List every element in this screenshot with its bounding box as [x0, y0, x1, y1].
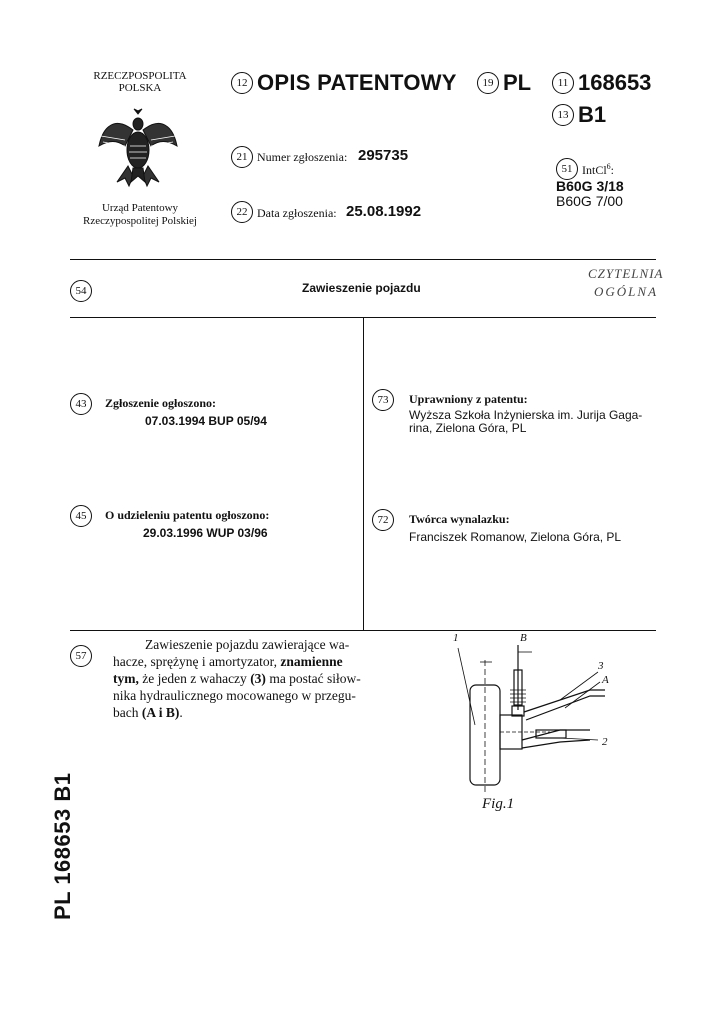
inid-code-13: 13: [552, 104, 574, 126]
abstract-line5-text: bach: [113, 705, 142, 720]
intcl-label: [582, 162, 614, 178]
patent-office: [50, 202, 230, 228]
abstract-line3-ref: (3): [250, 671, 266, 686]
inid-code-43: 43: [70, 393, 92, 415]
inid-code-21: 21: [231, 146, 253, 168]
eagle-emblem-icon: [95, 106, 181, 190]
application-number: 295735: [358, 147, 409, 164]
ipc-class-2: B60G 7/00: [556, 193, 623, 209]
owner-line1: Wyższa Szkoła Inżynierska im. Jurija Gaga-: [409, 408, 643, 422]
filing-date-label: Data zgłoszenia:: [257, 206, 337, 220]
office-line2: Rzeczypospolitej Polskiej: [83, 215, 197, 227]
figure-label-a: A: [602, 674, 609, 686]
abstract-line2: [113, 653, 373, 670]
inid-code-45: 45: [70, 505, 92, 527]
announced-label: Zgłoszenie ogłoszono:: [105, 396, 216, 410]
invention-title: Zawieszenie pojazdu: [302, 281, 421, 295]
abstract-line2-bold: znamienne: [280, 654, 343, 669]
intcl-colon: :: [610, 163, 615, 177]
patent-number: 168653: [578, 70, 652, 95]
granted-label: O udzieleniu patentu ogłoszono:: [105, 508, 270, 522]
inid-code-22: 22: [231, 201, 253, 223]
inid-code-51: 51: [556, 158, 578, 180]
library-stamp-line1: CZYTELNIA: [588, 266, 664, 281]
figure-label-3: 3: [598, 660, 604, 672]
country-name: [70, 70, 210, 94]
document-title: OPIS PATENTOWY: [257, 70, 457, 95]
abstract-line5-end: .: [179, 705, 183, 720]
owner-line2: rina, Zielona Góra, PL: [409, 421, 527, 435]
inid-code-54: 54: [70, 280, 92, 302]
figure-label-2: 2: [602, 736, 608, 748]
country-line1: RZECZPOSPOLITA: [93, 70, 187, 82]
vertical-patent-id: PL 168653 B1: [50, 772, 75, 920]
country-code: PL: [503, 70, 532, 95]
suspension-drawing: [440, 630, 640, 800]
abstract-line2-text: hacze, sprężynę i amortyzator,: [113, 654, 281, 669]
abstract-line3-text: że jeden z wahaczy: [138, 671, 251, 686]
owner-value: [409, 409, 642, 435]
figure-label-1: 1: [453, 632, 459, 644]
abstract-line5-ref: (A i B): [141, 705, 180, 720]
kind-code: B1: [578, 102, 607, 127]
country-line2: POLSKA: [118, 82, 162, 94]
office-line1: Urząd Patentowy: [101, 202, 179, 214]
inventor-value: Franciszek Romanow, Zielona Góra, PL: [409, 530, 622, 544]
divider-top: [70, 259, 656, 260]
abstract-text: [113, 636, 373, 721]
figure-caption: Fig.1: [482, 796, 515, 812]
inid-code-12: 12: [231, 72, 253, 94]
abstract-line4: nika hydraulicznego mocowanego w przegu-: [113, 688, 356, 703]
intcl-edition: 6: [606, 162, 611, 171]
inid-code-19: 19: [477, 72, 499, 94]
divider-vertical: [363, 318, 364, 630]
announced-value: 07.03.1994 BUP 05/94: [145, 414, 267, 428]
ipc-class-1: B60G 3/18: [556, 178, 624, 194]
application-number-label: Numer zgłoszenia:: [257, 150, 348, 164]
abstract-line5: [113, 704, 373, 721]
abstract-line1: Zawieszenie pojazdu zawierające wa-: [145, 637, 350, 652]
inid-code-57: 57: [70, 645, 92, 667]
inventor-label: Twórca wynalazku:: [409, 512, 510, 526]
abstract-line3-tail: ma postać siłow-: [265, 671, 361, 686]
filing-date: 25.08.1992: [346, 203, 422, 220]
owner-label: Uprawniony z patentu:: [409, 392, 528, 406]
inid-code-72: 72: [372, 509, 394, 531]
inid-code-73: 73: [372, 389, 394, 411]
granted-value: 29.03.1996 WUP 03/96: [143, 526, 268, 540]
abstract-line3: [113, 670, 373, 687]
inid-code-11: 11: [552, 72, 574, 94]
abstract-line3-bold: tym,: [113, 671, 139, 686]
library-stamp-line2: OGÓLNA: [594, 284, 659, 299]
intcl-text: IntCl: [582, 163, 607, 177]
figure-label-b: B: [520, 632, 527, 644]
